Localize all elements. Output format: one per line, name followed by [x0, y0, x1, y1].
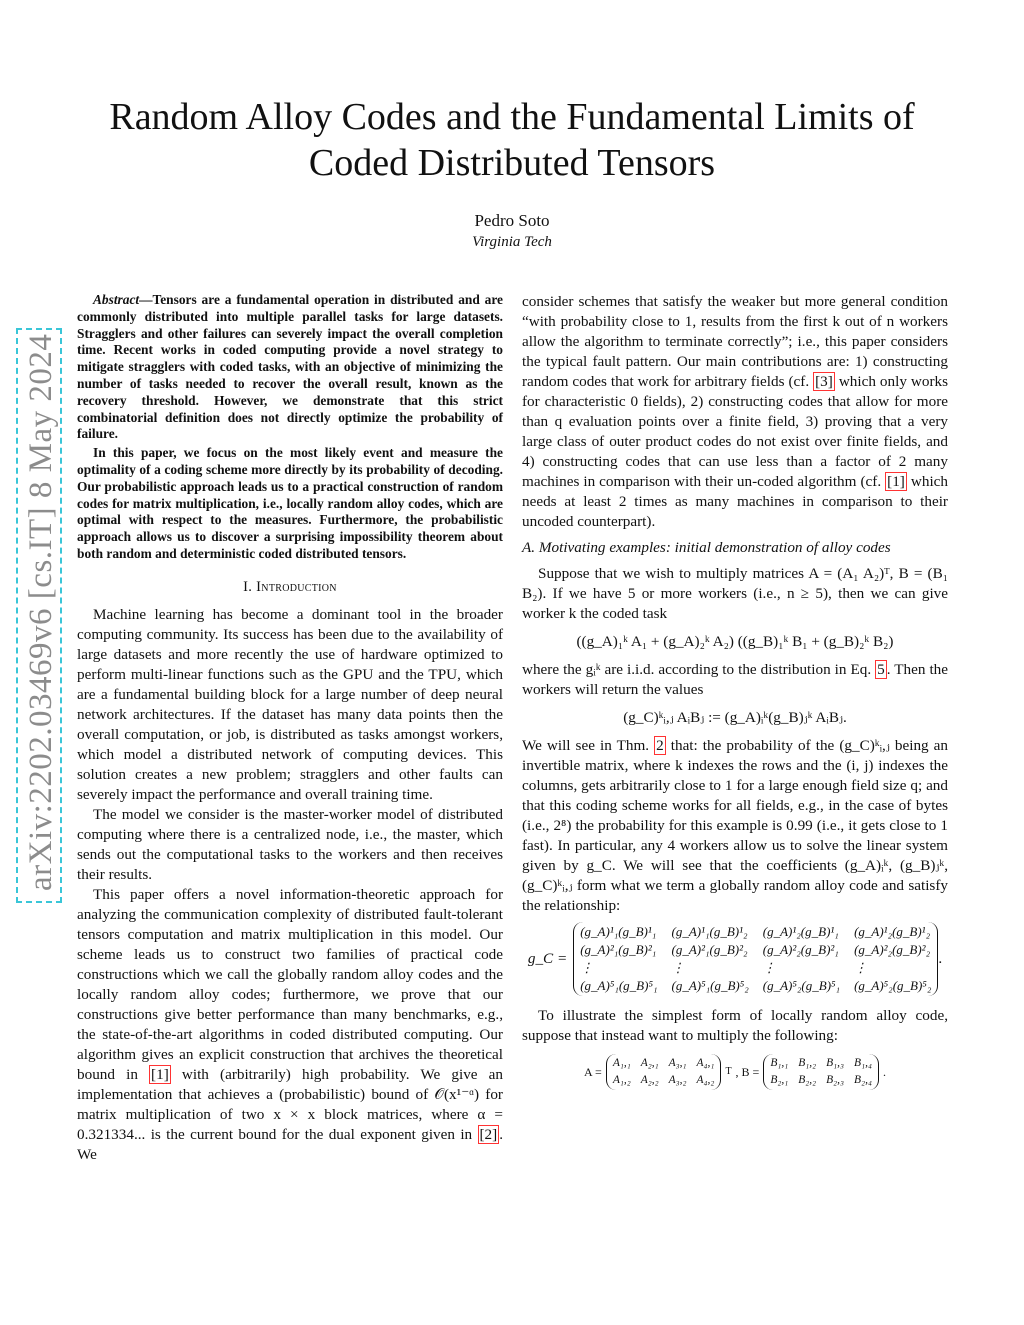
matrix-cell: A₃,₁ — [668, 1057, 687, 1069]
matrix-cell: A₁,₂ — [612, 1074, 631, 1086]
right-column — [522, 292, 948, 1090]
matrix-cell: B₂,₂ — [798, 1074, 817, 1086]
theorem-paragraph: We will see in Thm. 2 that: the probability of the (g_C)ᵏᵢ,ⱼ being an invertible matrix, where k indexes the rows and the (i, j) indexes the columns, gets arbitrarily close to 1 for a large enough field size q; and that this coding scheme works for all fields, e.g., in the case of bytes (i.e., 2⁸) the probability for this example is 0.99 (i.e., it gets close to 1 fast). In particular, any 4 workers allow us to solve the linear system given by g_C. We will see that the coefficients (g_A)ᵢᵏ, (g_B)ⱼᵏ, (g_C)ᵏᵢ,ⱼ form what we term a globally random alloy code and satisfy the relationship: — [522, 737, 949, 914]
abstract-paragraph-1: Abstract—Tensors are a fundamental operation in distributed and are commonly distributed into multiple parallel tasks for large datasets. Stragglers and other failures can severely impact the overall completion time. Recent works in coded computing provide a novel strategy to mitigate stragglers with coded tasks, with an objective of minimizing the number of tasks needed to recover the overall result, known as the recovery threshold. However, we demonstrate that this strict combinatorial definition does not directly optimize the probability of failure. — [77, 292, 503, 442]
matrix-cell: B₁,₄ — [854, 1057, 872, 1069]
abstract-label: Abstract — [93, 292, 140, 307]
citation-link[interactable]: [3] — [815, 373, 833, 390]
matrix-cell: B₂,₃ — [826, 1074, 845, 1086]
subsection-heading: A. Motivating examples: initial demonstration of alloy codes — [522, 539, 891, 556]
return-values-equation: (g_C)ᵏᵢ,ⱼ AᵢBⱼ := (g_A)ᵢᵏ(g_B)ⱼᵏ AᵢBⱼ. — [623, 709, 847, 726]
matrix-cell: A₃,₂ — [668, 1074, 687, 1086]
paper-title: Random Alloy Codes and the Fundamental Limits of Coded Distributed Tensors — [109, 96, 915, 184]
ab-matrix-equation: A = A₁,₁ A₂,₁ A₃,₁ A₄,₁ A₁,₂ A₂,₂ A₃,₂ A₄,₂ T , B = B₁,₁ B₁,₂ B₁,₃ B₁,₄ B₂,₁ B₂,₂ B₂,₃ B₂,₄ . — [522, 1054, 948, 1090]
author-affiliation: Virginia Tech — [472, 234, 552, 250]
matrix-cell: A₂,₁ — [640, 1057, 659, 1069]
citation-link[interactable]: [1] — [887, 473, 905, 490]
matrix-cell: A₄,₁ — [696, 1057, 715, 1069]
citation-link[interactable]: [2] — [479, 1125, 498, 1143]
matrix-cell: (g_A)¹₂(g_B)¹₂ — [854, 924, 931, 939]
matrix-cell: B₂,₄ — [854, 1074, 872, 1086]
gc-matrix-equation: g_C = (g_A)¹₁(g_B)¹₁ (g_A)¹₁(g_B)¹₂ (g_A)¹₂(g_B)¹₁ (g_A)¹₂(g_B)¹₂ (g_A)²₁(g_B)²₁ (g_A)²₁(g_B)²₂ (g_A)²₂(g_B)²₁ (g_A)²₂(g_B)²₂ ⋮ ⋮ ⋮ ⋮ (g_A)⁵₁(g_B)⁵₁ (g_A)⁵₁(g_B)⁵₂ (g_A)⁵₂(g_B)⁵₁ (g_A)⁵₂(g_B)⁵₂ . — [522, 922, 948, 996]
matrix-cell: (g_A)¹₁(g_B)¹₂ — [671, 924, 748, 939]
arxiv-stamp — [16, 328, 62, 903]
equation-link[interactable]: 5 — [877, 661, 885, 678]
intro-paragraph-1: Machine learning has become a dominant tool in the broader computing community. Its success has been due to the availability of large datasets and more recently the use of hardware optimized to perform multi-linear functions such as the GPU and the TPU, which are a fundamental building block for a large number of deep neural network architectures. If the dataset has many data points then the overall computation, or job, is distributed as tasks amongst workers, which model a distributed network of computing devices. This solution creates a new problem; stragglers and other faults can severely impact the performance and overall training time. — [77, 605, 503, 803]
matrix-cell: (g_A)²₂(g_B)²₂ — [854, 942, 931, 957]
matrix-cell: ⋮ — [580, 960, 594, 975]
intro-paragraph-3: This paper offers a novel information-theoretic approach for analyzing the communication complexity of distributed fault-tolerant tensors computation and matrix multiplication in this model. Our scheme leads us to construct two families of practical code constructions which we call the globally random alloy codes and the locally random alloy codes; furthermore, we prove that our constructions give better performance than many benchmarks, e.g., the state-of-the-art algorithms in coded distributed computing. Our algorithm gives an explicit construction that archives the theoretical bound in [1] with (arbitrarily) high probability. We give an implementation that achieves a (probabilistic) bound of 𝒪(x¹⁻ᵅ) for matrix multiplication of two x × x block matrices, where α = 0.321334... is the current bound for the dual exponent given in [2] . We — [77, 885, 504, 1163]
matrix-cell: B₁,₁ — [770, 1057, 789, 1069]
b-label: , B = — [735, 1065, 760, 1079]
matrix-cell: (g_A)⁵₂(g_B)⁵₂ — [854, 978, 932, 993]
section-heading-introduction: I. Introduction — [243, 578, 337, 595]
example-paragraph: Suppose that we wish to multiply matrices A = (A₁ A₂)ᵀ, B = (B₁ B₂). If we have 5 or more workers (i.e., n ≥ 5), then we can give worker k the coded task — [522, 565, 948, 622]
citation-link[interactable]: [1] — [151, 1065, 169, 1083]
contributions-paragraph: consider schemes that satisfy the weaker but more general condition “with probability close to 1, results from the first k out of n workers allow the algorithm to terminate correctly”; i.e., this paper considers the typical fault pattern. Our main contributions are: 1) constructing random codes that work for arbitrary fields (cf. [3] which only works for characteristic 0 fields), 2) constructing codes that allow for more than q evaluation points over a finite field, 3) proving that a very large class of outer product codes do not exist over finite fields, and 4) constructing codes that can use less than a factor of 2 many machines in comparison with their un-coded algorithm (cf. [1] which needs at least 2 times as many machines in comparison to their uncoded counterpart). — [522, 293, 949, 530]
left-column — [77, 292, 503, 1165]
a-matrix — [606, 1054, 722, 1090]
transpose-sup: T — [725, 1066, 732, 1077]
matrix-cell: (g_A)¹₂(g_B)¹₁ — [762, 924, 839, 939]
coded-task-equation: ((g_A)₁ᵏ A₁ + (g_A)₂ᵏ A₂) ((g_B)₁ᵏ B₁ + (g_B)₂ᵏ B₂) — [576, 633, 894, 650]
arxiv-id: arXiv:2202.03469v6 [cs.IT] 8 May 2024 — [23, 333, 59, 891]
matrix-cell: ⋮ — [854, 960, 868, 975]
abstract — [77, 292, 503, 563]
gc-label: g_C = — [527, 950, 568, 967]
matrix-cell: (g_A)²₂(g_B)²₁ — [762, 942, 839, 957]
theorem-link[interactable]: 2 — [656, 737, 664, 754]
matrix-cell: (g_A)⁵₁(g_B)⁵₁ — [580, 978, 658, 993]
intro-paragraph-2: The model we consider is the master-worker model of distributed computing where there is a centralized node, i.e., the master, which sends out the computational tasks to the workers and then receives their results. — [77, 805, 503, 883]
workers-paragraph: where the gᵢᵏ are i.i.d. according to the distribution in Eq. 5 . Then the workers will return the values — [522, 661, 948, 698]
author-name: Pedro Soto — [474, 211, 550, 230]
matrix-cell: (g_A)¹₁(g_B)¹₁ — [580, 924, 657, 939]
matrix-cell: B₁,₂ — [798, 1057, 817, 1069]
abstract-paragraph-2: In this paper, we focus on the most likely event and measure the optimality of a coding scheme more directly by its probability of decoding. Our probabilistic approach leads us to a practical construction of random codes for matrix multiplication, i.e., locally random alloy codes, which are optimal with respect to the measures. Furthermore, the probabilistic approach allows us to discover a surprising impossibility theorem about both random and deterministic coded distributed tensors. — [77, 445, 503, 561]
b-matrix — [763, 1054, 879, 1090]
a-label: A = — [584, 1065, 602, 1079]
matrix-cell: ⋮ — [762, 960, 776, 975]
matrix-cell: ⋮ — [671, 960, 685, 975]
matrix-cell: B₁,₃ — [826, 1057, 845, 1069]
matrix-cell: (g_A)⁵₂(g_B)⁵₁ — [762, 978, 841, 993]
matrix-cell: (g_A)²₁(g_B)²₁ — [580, 942, 657, 957]
matrix-cell: A₂,₂ — [640, 1074, 659, 1086]
matrix-cell: A₄,₂ — [696, 1074, 715, 1086]
matrix-cell: A₁,₁ — [612, 1057, 631, 1069]
matrix-cell: (g_A)⁵₁(g_B)⁵₂ — [671, 978, 749, 993]
matrix-cell: (g_A)²₁(g_B)²₂ — [671, 942, 748, 957]
locally-random-paragraph: To illustrate the simplest form of locally random alloy code, suppose that instead want to multiply the following: — [522, 1007, 948, 1044]
gc-matrix — [573, 922, 938, 996]
matrix-cell: B₂,₁ — [770, 1074, 789, 1086]
